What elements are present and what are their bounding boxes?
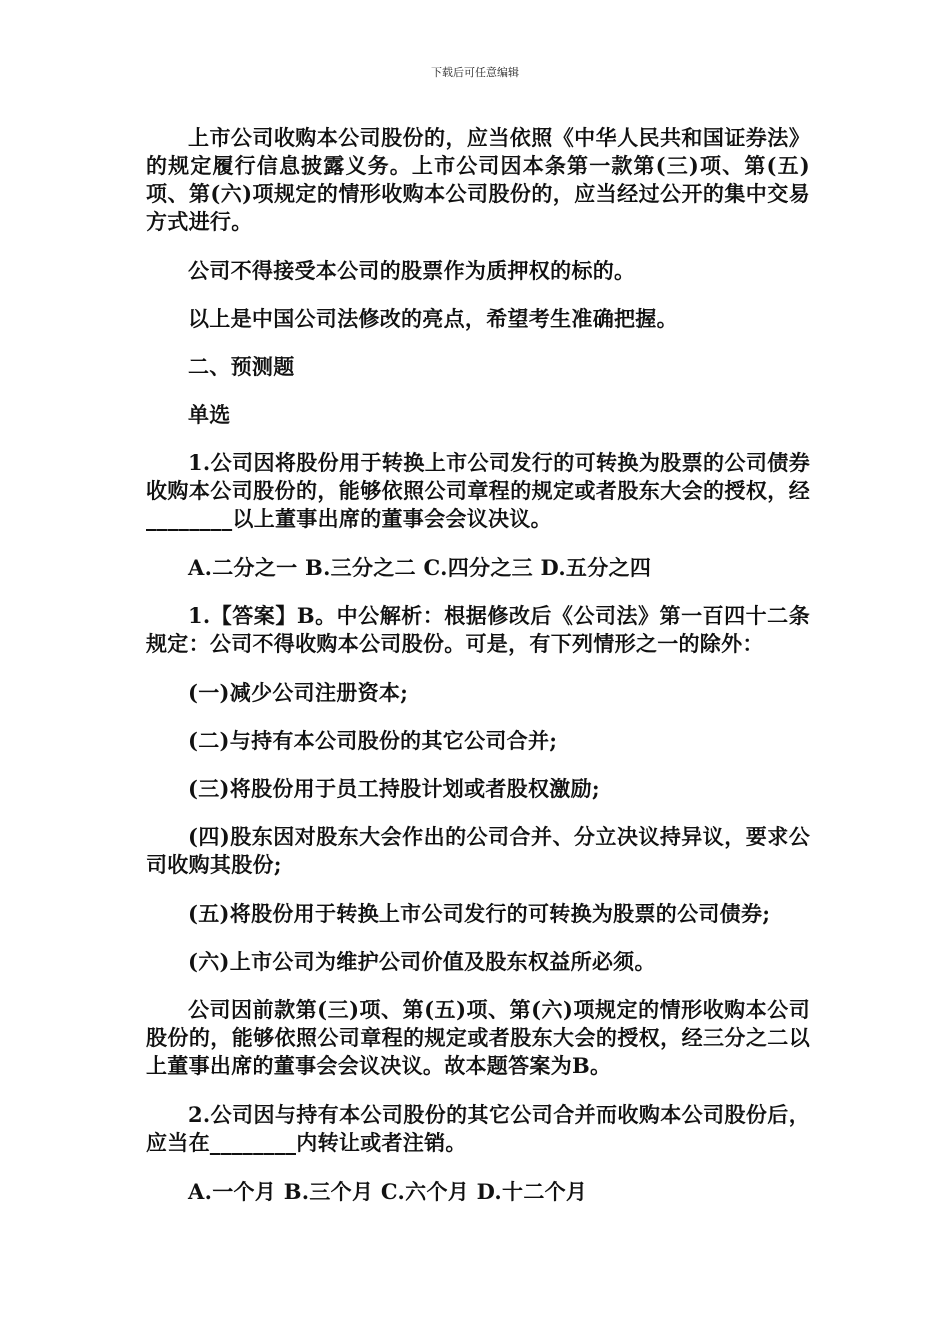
section-heading-prediction: 二、预测题 <box>188 354 295 379</box>
answer-1-explanation: 1.【答案】B。中公解析：根据修改后《公司法》第一百四十二条规定：公司不得收购本公司股份。可是，有下列情形之一的除外： <box>146 603 810 656</box>
list-item-4: (四)股东因对股东大会作出的公司合并、分立决议持异议，要求公司收购其股份; <box>146 824 810 877</box>
question-1: 1.公司因将股份用于转换上市公司发行的可转换为股票的公司债券收购本公司股份的，能够依照公司章程的规定或者股东大会的授权，经________以上董事出席的董事会会议决议。 <box>146 450 810 531</box>
page-header-note: 下载后可任意编辑 <box>431 66 519 79</box>
paragraph-pledge-rule: 公司不得接受本公司的股票作为质押权的标的。 <box>188 258 636 283</box>
subheading-single-choice: 单选 <box>188 402 231 427</box>
document-body <box>146 124 810 1226</box>
paragraph-highlights-summary: 以上是中国公司法修改的亮点，希望考生准确把握。 <box>188 306 678 331</box>
paragraph-disclosure-obligation: 上市公司收购本公司股份的，应当依照《中华人民共和国证券法》的规定履行信息披露义务。上市公司因本条第一款第(三)项、第(五)项、第(六)项规定的情形收购本公司股份的，应当经过公开的集中交易方式进行。 <box>146 125 810 234</box>
list-item-1: (一)减少公司注册资本; <box>188 680 409 705</box>
answer-1-conclusion: 公司因前款第(三)项、第(五)项、第(六)项规定的情形收购本公司股份的，能够依照公司章程的规定或者股东大会的授权，经三分之二以上董事出席的董事会会议决议。故本题答案为B。 <box>146 997 810 1078</box>
list-item-2: (二)与持有本公司股份的其它公司合并; <box>188 728 558 753</box>
list-item-6: (六)上市公司为维护公司价值及股东权益所必须。 <box>188 949 656 974</box>
question-1-options: A.二分之一 B.三分之二 C.四分之三 D.五分之四 <box>188 555 652 580</box>
list-item-5: (五)将股份用于转换上市公司发行的可转换为股票的公司债券; <box>188 901 771 926</box>
question-2-options: A.一个月 B.三个月 C.六个月 D.十二个月 <box>188 1179 588 1204</box>
question-2: 2.公司因与持有本公司股份的其它公司合并而收购本公司股份后，应当在________内转让或者注销。 <box>146 1102 810 1155</box>
list-item-3: (三)将股份用于员工持股计划或者股权激励; <box>188 776 600 801</box>
